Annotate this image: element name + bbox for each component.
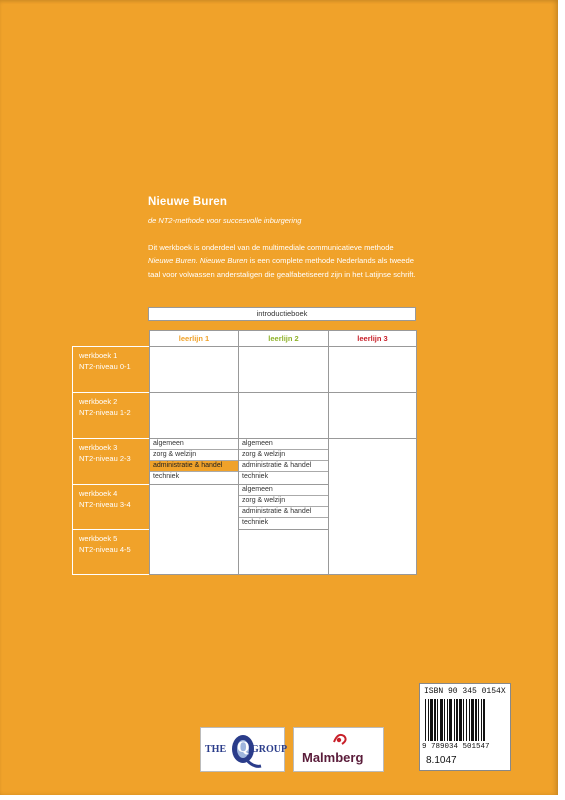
option-administratie-handel: administratie & handel bbox=[150, 461, 238, 472]
option-techniek: techniek bbox=[239, 518, 328, 529]
cell-r3-5-l3 bbox=[328, 438, 417, 575]
row-werkboek-5 bbox=[72, 529, 149, 575]
isbn-barcode bbox=[419, 683, 511, 771]
header-label: leerlijn 1 bbox=[178, 334, 210, 343]
header-label: leerlijn 3 bbox=[357, 334, 388, 343]
introductieboek-box: introductieboek bbox=[148, 307, 416, 321]
book-subtitle: de NT2-methode voor succesvolle inburgering bbox=[148, 216, 302, 225]
cell-r4-5-l1 bbox=[149, 484, 239, 575]
row-level: NT2-niveau 0-1 bbox=[79, 362, 131, 371]
barcode-bar bbox=[485, 699, 486, 741]
row-level: NT2-niveau 2-3 bbox=[79, 454, 131, 463]
isbn-text: ISBN 90 345 0154X bbox=[424, 687, 506, 696]
row-title: werkboek 2 bbox=[79, 397, 118, 406]
option-administratie-handel: administratie & handel bbox=[239, 461, 328, 472]
cell-r1-l1 bbox=[149, 346, 239, 393]
option-algemeen: algemeen bbox=[150, 439, 238, 450]
book-title: Nieuwe Buren bbox=[148, 196, 228, 208]
row-title: werkboek 5 bbox=[79, 534, 118, 543]
option-techniek: techniek bbox=[150, 472, 238, 484]
the-q-group-logo bbox=[200, 727, 288, 772]
cell-r2-l3 bbox=[328, 392, 417, 439]
row-title: werkboek 1 bbox=[79, 351, 118, 360]
q-group-right-text: GROUP bbox=[251, 744, 288, 755]
option-zorg-welzijn: zorg & welzijn bbox=[150, 450, 238, 461]
barcode-number: 9 789034 501547 bbox=[422, 743, 490, 751]
intro-italic: Nieuwe Buren. Nieuwe Buren bbox=[148, 256, 248, 266]
intro-paragraph bbox=[148, 241, 416, 281]
option-zorg-welzijn: zorg & welzijn bbox=[239, 450, 328, 461]
row-level: NT2-niveau 4-5 bbox=[79, 545, 131, 554]
malmberg-logo bbox=[293, 727, 384, 772]
cell-r2-l2 bbox=[238, 392, 329, 439]
cell-r1-l3 bbox=[328, 346, 417, 393]
cell-r5-l2 bbox=[238, 529, 329, 575]
option-algemeen: algemeen bbox=[239, 485, 328, 496]
header-leerlijn-1 bbox=[149, 330, 239, 347]
row-werkboek-1 bbox=[72, 346, 149, 392]
malmberg-dot bbox=[337, 738, 341, 742]
malmberg-text: Malmberg bbox=[302, 750, 364, 765]
cell-r3-l1 bbox=[149, 438, 239, 485]
option-algemeen: algemeen bbox=[239, 439, 328, 450]
option-administratie-handel: administratie & handel bbox=[239, 507, 328, 518]
row-level: NT2-niveau 3-4 bbox=[79, 500, 131, 509]
option-techniek: techniek bbox=[239, 472, 328, 484]
cell-r2-l1 bbox=[149, 392, 239, 439]
row-title: werkboek 3 bbox=[79, 443, 118, 452]
row-title: werkboek 4 bbox=[79, 489, 118, 498]
intro-text-1: Dit werkboek is onderdeel van de multimediale communicatieve methode bbox=[148, 243, 394, 252]
header-leerlijn-3 bbox=[328, 330, 417, 347]
row-werkboek-4 bbox=[72, 484, 149, 529]
cell-r3-l2 bbox=[238, 438, 329, 485]
header-label: leerlijn 2 bbox=[268, 334, 299, 343]
q-tail bbox=[245, 758, 261, 766]
row-werkboek-3 bbox=[72, 438, 149, 484]
product-code: 8.1047 bbox=[426, 755, 457, 766]
cell-r1-l2 bbox=[238, 346, 329, 393]
row-werkboek-2 bbox=[72, 392, 149, 438]
q-group-left-text: THE bbox=[205, 744, 227, 755]
intro-text-2: is een complete methode Nederlands als tweede taal voor volwassen anderstaligen die gealfabetiseerd zijn in het Latijnse schrift. bbox=[148, 256, 416, 279]
option-zorg-welzijn: zorg & welzijn bbox=[239, 496, 328, 507]
row-level: NT2-niveau 1-2 bbox=[79, 408, 131, 417]
cell-r4-l2 bbox=[238, 484, 329, 530]
q-group-q-text: Q bbox=[237, 739, 250, 756]
barcode-bars bbox=[425, 699, 505, 741]
header-leerlijn-2 bbox=[238, 330, 329, 347]
method-overview-table bbox=[72, 330, 417, 575]
